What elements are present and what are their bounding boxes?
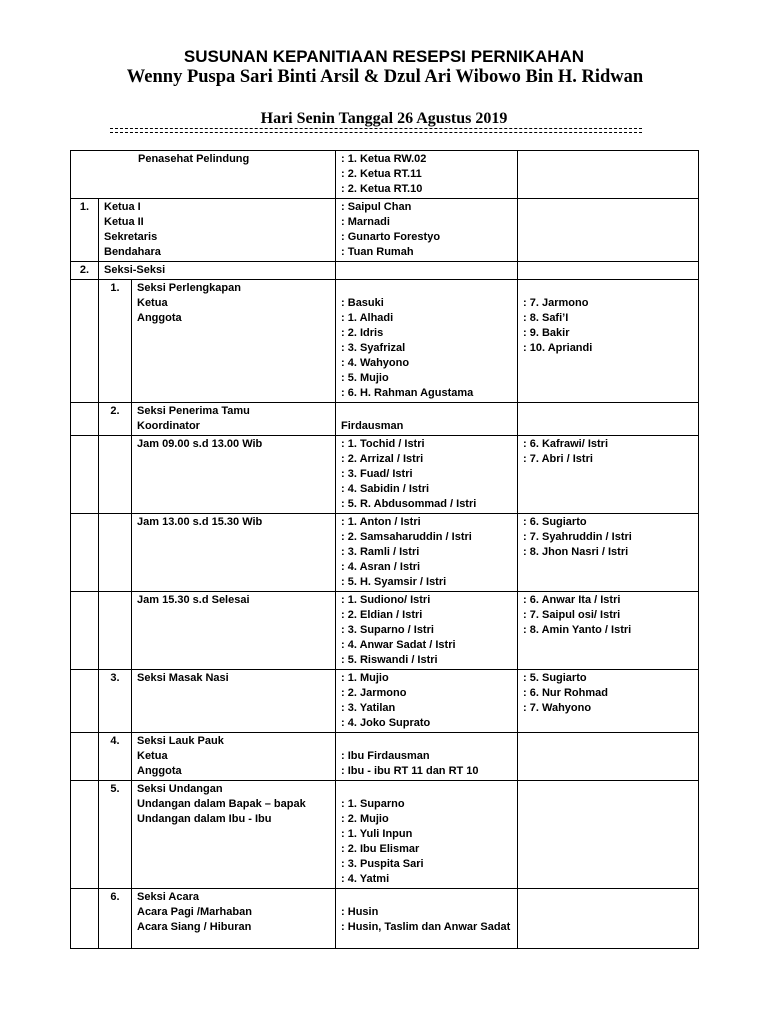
section-number: 2.: [99, 403, 132, 436]
shift-names-cell: [336, 436, 518, 514]
list-item: : 3. Yatilan: [341, 702, 396, 714]
table-row: [71, 889, 699, 949]
shift-names2-cell: [518, 436, 699, 514]
role-label: Ketua II: [104, 216, 144, 228]
list-item: : 6. Kafrawi/ Istri: [523, 438, 609, 450]
advisor-names-cell: [336, 151, 518, 199]
list-item: : Husin: [341, 906, 379, 918]
reception-roles-cell: [132, 403, 336, 436]
section-title: Seksi Penerima Tamu: [137, 405, 250, 417]
list-item: : Gunarto Forestyo: [341, 231, 441, 243]
list-item: : Saipul Chan: [341, 201, 412, 213]
list-item: : 2. Samsaharuddin / Istri: [341, 531, 472, 543]
list-item: : 2. Ibu Elismar: [341, 843, 420, 855]
table-row: [71, 280, 699, 403]
empty-cell: [71, 514, 99, 592]
list-item: : Tuan Rumah: [341, 246, 414, 258]
list-item: : 2. Eldian / Istri: [341, 609, 423, 621]
list-item: : 2. Arrizal / Istri: [341, 453, 424, 465]
list-item: : 2. Mujio: [341, 813, 389, 825]
shift-label-cell: [132, 514, 336, 592]
role-label: Anggota: [137, 312, 182, 324]
list-item: : 6. Anwar Ita / Istri: [523, 594, 621, 606]
list-item: : 4. Asran / Istri: [341, 561, 421, 573]
role-label: Undangan dalam Ibu - Ibu: [137, 813, 272, 825]
list-item: : 5. Mujio: [341, 372, 389, 384]
advisor-label: Penasehat Pelindung: [138, 153, 250, 165]
committee-table: [70, 150, 699, 949]
side-dish-names-cell: [336, 733, 518, 781]
list-item: : 2. Idris: [341, 327, 384, 339]
empty-cell: [518, 403, 699, 436]
empty-cell: [336, 262, 518, 280]
document-title: SUSUNAN KEPANITIAAN RESEPSI PERNIKAHAN: [183, 47, 585, 66]
empty-cell: [71, 280, 99, 403]
table-row: [71, 151, 699, 199]
equipment-roles-cell: [132, 280, 336, 403]
role-label: Acara Siang / Hiburan: [137, 921, 252, 933]
role-label: Anggota: [137, 765, 182, 777]
list-item: : 5. H. Syamsir / Istri: [341, 576, 447, 588]
role-label: Koordinator: [137, 420, 200, 432]
rice-names-cell: [336, 670, 518, 733]
list-item: : 4. Wahyono: [341, 357, 410, 369]
list-item: : 1. Mujio: [341, 672, 389, 684]
empty-cell: [99, 592, 132, 670]
core-roles-cell: [99, 199, 336, 262]
row-number: 2.: [71, 262, 99, 280]
sections-heading: Seksi-Seksi: [104, 264, 166, 276]
invitation-roles-cell: [132, 781, 336, 889]
empty-cell: [71, 889, 99, 949]
core-names-cell: [336, 199, 518, 262]
shift-label-cell: [132, 592, 336, 670]
list-item: : 3. Fuad/ Istri: [341, 468, 413, 480]
list-item: : 8. Safi’I: [523, 312, 569, 324]
list-item: : 1. Suparno: [341, 798, 405, 810]
section-title: Seksi Perlengkapan: [137, 282, 241, 294]
list-item: : 8. Amin Yanto / Istri: [523, 624, 632, 636]
table-row: [71, 781, 699, 889]
role-label: Acara Pagi /Marhaban: [137, 906, 252, 918]
empty-cell: [518, 889, 699, 949]
couple-names: Wenny Puspa Sari Binti Arsil & Dzul Ari Wibowo Bin H. Ridwan: [126, 67, 644, 87]
list-item: : 5. R. Abdusommad / Istri: [341, 498, 477, 510]
list-item: : 6. Nur Rohmad: [523, 687, 608, 699]
empty-cell: [71, 670, 99, 733]
section-number: 5.: [99, 781, 132, 889]
coordinator-name: Firdausman: [341, 420, 404, 432]
rice-label-cell: [132, 670, 336, 733]
empty-cell: [99, 436, 132, 514]
event-date: Hari Senin Tanggal 26 Agustus 2019: [260, 110, 508, 127]
role-label: Ketua I: [104, 201, 141, 213]
empty-cell: [71, 592, 99, 670]
role-label: Undangan dalam Bapak – bapak: [137, 798, 306, 810]
list-item: : 4. Joko Suprato: [341, 717, 431, 729]
empty-cell: [518, 262, 699, 280]
list-item: : Ibu - ibu RT 11 dan RT 10: [341, 765, 479, 777]
list-item: : 2. Ketua RT.10: [341, 183, 423, 195]
rice-names2-cell: [518, 670, 699, 733]
list-item: : 10. Apriandi: [523, 342, 593, 354]
invitation-names-cell: [336, 781, 518, 889]
side-dish-roles-cell: [132, 733, 336, 781]
list-item: : 7. Syahruddin / Istri: [523, 531, 632, 543]
list-item: : 1. Anton / Istri: [341, 516, 421, 528]
section-title: Seksi Undangan: [137, 783, 223, 795]
section-number: 6.: [99, 889, 132, 949]
section-title: Seksi Lauk Pauk: [137, 735, 224, 747]
section-title: Seksi Masak Nasi: [137, 672, 229, 684]
list-item: : Basuki: [341, 297, 384, 309]
empty-cell: [99, 514, 132, 592]
list-item: : 1. Sudiono/ Istri: [341, 594, 431, 606]
event-names-cell: [336, 889, 518, 949]
list-item: : 6. H. Rahman Agustama: [341, 387, 474, 399]
empty-cell: [518, 151, 699, 199]
list-item: : 4. Sabidin / Istri: [341, 483, 430, 495]
section-number: 4.: [99, 733, 132, 781]
advisor-label-cell: [71, 151, 336, 199]
list-item: : 7. Wahyono: [523, 702, 592, 714]
role-label: Sekretaris: [104, 231, 158, 243]
shift-label: Jam 13.00 s.d 15.30 Wib: [137, 516, 263, 528]
empty-cell: [71, 436, 99, 514]
shift-names-cell: [336, 592, 518, 670]
shift-names-cell: [336, 514, 518, 592]
table-row: [71, 592, 699, 670]
list-item: : Ibu Firdausman: [341, 750, 430, 762]
table-row: [71, 262, 699, 280]
table-row: [71, 436, 699, 514]
role-label: Ketua: [137, 297, 168, 309]
list-item: : 1. Yuli Inpun: [341, 828, 413, 840]
section-number: 1.: [99, 280, 132, 403]
empty-cell: [71, 733, 99, 781]
shift-label: Jam 09.00 s.d 13.00 Wib: [137, 438, 263, 450]
section-number: 3.: [99, 670, 132, 733]
list-item: : Marnadi: [341, 216, 390, 228]
list-item: : 3. Syafrizal: [341, 342, 406, 354]
list-item: : 2. Jarmono: [341, 687, 407, 699]
list-item: : 4. Yatmi: [341, 873, 390, 885]
table-row: [71, 670, 699, 733]
list-item: : 5. Sugiarto: [523, 672, 587, 684]
empty-cell: [518, 733, 699, 781]
list-item: : 3. Ramli / Istri: [341, 546, 420, 558]
empty-cell: [518, 781, 699, 889]
list-item: : 1. Tochid / Istri: [341, 438, 425, 450]
dashed-divider: [110, 128, 642, 133]
list-item: : 3. Suparno / Istri: [341, 624, 434, 636]
list-item: : 7. Saipul osi/ Istri: [523, 609, 621, 621]
reception-coordinator-cell: [336, 403, 518, 436]
table-row: [71, 403, 699, 436]
list-item: : 4. Anwar Sadat / Istri: [341, 639, 456, 651]
list-item: : 7. Jarmono: [523, 297, 589, 309]
list-item: : 9. Bakir: [523, 327, 570, 339]
list-item: : 3. Puspita Sari: [341, 858, 424, 870]
shift-names2-cell: [518, 592, 699, 670]
list-item: : 5. Riswandi / Istri: [341, 654, 438, 666]
list-item: : 6. Sugiarto: [523, 516, 587, 528]
table-row: [71, 514, 699, 592]
equipment-names2-cell: [518, 280, 699, 403]
event-roles-cell: [132, 889, 336, 949]
shift-label-cell: [132, 436, 336, 514]
list-item: : 2. Ketua RT.11: [341, 168, 422, 180]
empty-cell: [71, 403, 99, 436]
list-item: : 7. Abri / Istri: [523, 453, 593, 465]
list-item: : 1. Alhadi: [341, 312, 394, 324]
shift-names2-cell: [518, 514, 699, 592]
section-title: Seksi Acara: [137, 891, 199, 903]
list-item: : 8. Jhon Nasri / Istri: [523, 546, 629, 558]
list-item: : 1. Ketua RW.02: [341, 153, 427, 165]
table-row: [71, 199, 699, 262]
role-label: Ketua: [137, 750, 168, 762]
list-item: : Husin, Taslim dan Anwar Sadat: [341, 921, 511, 933]
role-label: Bendahara: [104, 246, 161, 258]
table-row: [71, 733, 699, 781]
shift-label: Jam 15.30 s.d Selesai: [137, 594, 250, 606]
empty-cell: [71, 781, 99, 889]
equipment-names-cell: [336, 280, 518, 403]
empty-cell: [518, 199, 699, 262]
sections-heading-cell: [99, 262, 336, 280]
row-number: 1.: [71, 199, 99, 262]
